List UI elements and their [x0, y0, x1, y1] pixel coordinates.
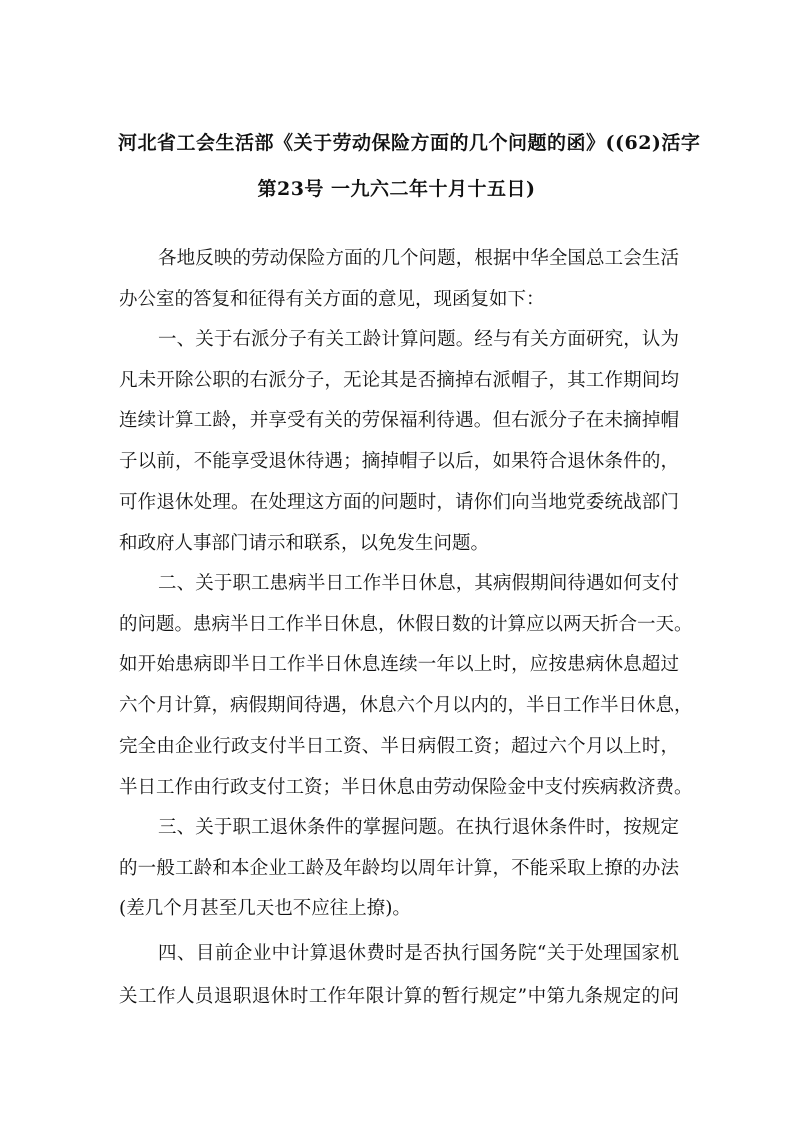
paragraph-line: (差几个月甚至几天也不应往上撩)。 [119, 898, 411, 919]
document-title-line-1: 河北省工会生活部《关于劳动保险方面的几个问题的函》((62)活字 [118, 132, 701, 154]
paragraph-line: 二、关于职工患病半日工作半日休息，其病假期间待遇如何支付 [158, 573, 679, 594]
paragraph-line: 一、关于右派分子有关工龄计算问题。经与有关方面研究，认为 [158, 329, 679, 350]
paragraph-line: 可作退休处理。在处理这方面的问题时，请你们向当地党委统战部门 [119, 492, 679, 513]
paragraph-line: 和政府人事部门请示和联系，以免发生问题。 [119, 533, 490, 554]
paragraph-line: 六个月计算，病假期间待遇，休息六个月以内的，半日工作半日休息， [119, 695, 693, 716]
paragraph-line: 的一般工龄和本企业工龄及年龄均以周年计算，不能采取上撩的办法 [119, 858, 679, 879]
paragraph-line: 连续计算工龄，并享受有关的劳保福利待遇。但右派分子在未摘掉帽 [119, 410, 679, 431]
paragraph-line: 各地反映的劳动保险方面的几个问题，根据中华全国总工会生活 [158, 248, 679, 269]
paragraph-line: 半日工作由行政支付工资；半日休息由劳动保险金中支付疾病救济费。 [119, 777, 693, 798]
paragraph-line: 凡未开除公职的右派分子，无论其是否摘掉右派帽子，其工作期间均 [119, 370, 679, 391]
paragraph-line: 关工作人员退职退休时工作年限计算的暂行规定”中第九条规定的问 [119, 986, 679, 1007]
paragraph-line: 完全由企业行政支付半日工资、半日病假工资；超过六个月以上时， [119, 736, 679, 757]
paragraph-line: 四、目前企业中计算退休费时是否执行国务院“关于处理国家机 [158, 943, 679, 964]
paragraph-line: 办公室的答复和征得有关方面的意见，现函复如下： [119, 289, 545, 310]
paragraph-line: 的问题。患病半日工作半日休息，休假日数的计算应以两天折合一天。 [119, 614, 693, 635]
paragraph-line: 三、关于职工退休条件的掌握问题。在执行退休条件时，按规定 [158, 817, 679, 838]
document-title-line-2: 第23号 一九六二年十月十五日) [257, 178, 536, 200]
paragraph-line: 子以前，不能享受退休待遇；摘掉帽子以后，如果符合退休条件的， [119, 451, 679, 472]
paragraph-line: 如开始患病即半日工作半日休息连续一年以上时，应按患病休息超过 [119, 654, 679, 675]
